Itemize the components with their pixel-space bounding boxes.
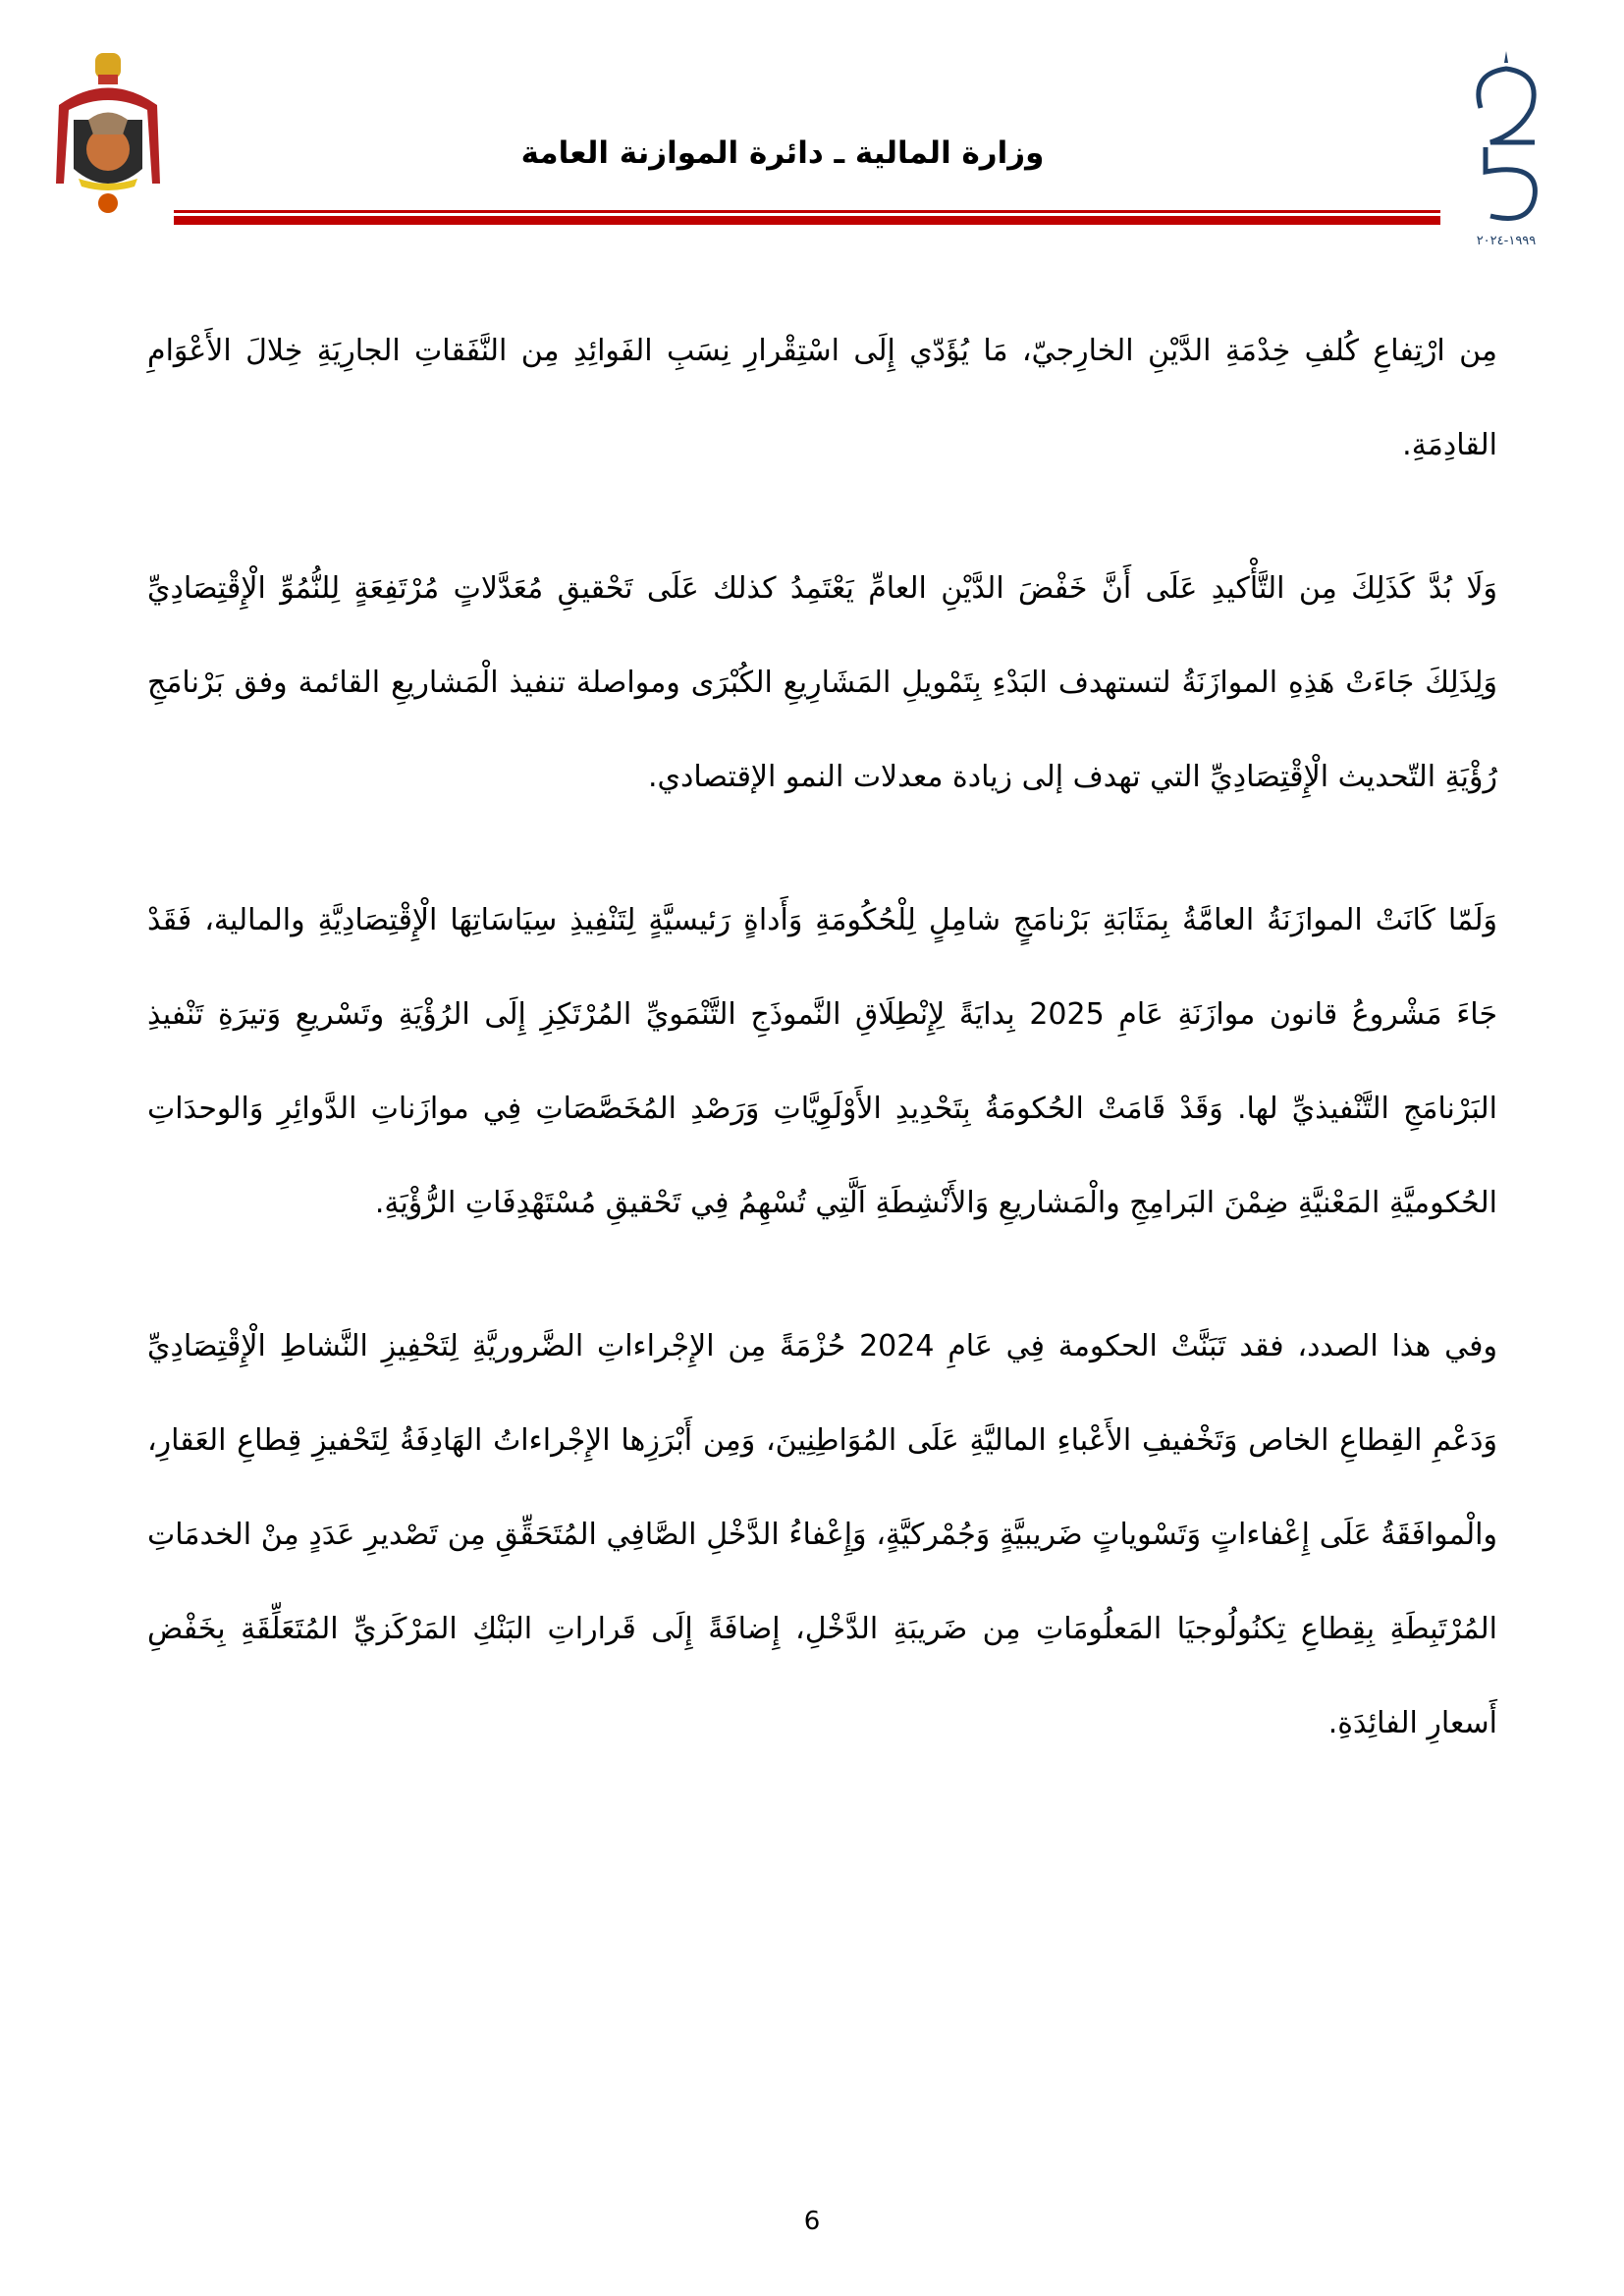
header-title: وزارة المالية ـ دائرة الموازنة العامة <box>520 135 1045 171</box>
page-number: 6 <box>803 2207 821 2236</box>
jubilee-caption: ١٩٩٩-٢٠٢٤ <box>1476 234 1537 248</box>
header-divider-thick <box>174 216 1440 225</box>
paragraph: وَلَمّا كَانَتْ الموازَنَةُ العامَّةُ بِمَثَابَةِ بَرْنامَجٍ شامِلٍ لِلْحُكُومَةِ وَأَداةٍ رَئيسيَّةٍ لِتَنْفِيذِ سِيَاسَاتِهَا الْإِقْتِصَادِيَّةِ والمالية، فَقَدْ جَاءَ مَشْروعُ قانون موازَنَةِ عَامِ 2025 بِدايَةً لِإِنْطِلَاقِ النَّموذَجِ التَّنْمَويِّ المُرْتَكِزِ إِلَى الرُؤْيَةِ وتَسْريعِ وَتيرَةِ تَنْفيذِ البَرْنامَجِ التَّنْفيذيِّ لها. وَقَدْ قَامَتْ الحُكومَةُ بِتَحْدِيدِ الأَوْلَوِيَّاتِ وَرَصْدِ المُخَصَّصَاتِ فِي موازَناتِ الدَّوائِرِ وَالوحدَاتِ الحُكوميَّةِ المَعْنيَّةِ ضِمْنَ البَرامِجِ والْمَشاريعِ وَالأَنْشِطَةِ اَلَّتِي تُسْهِمُ فِي تَحْقيقِ مُسْتَهْدِفَاتِ الرُّؤْيَةِ. <box>147 903 1497 1220</box>
document-body <box>147 304 1497 1820</box>
paragraph: وفي هذا الصدد، فقد تَبَنَّتْ الحكومة فِي عَامِ 2024 حُزْمَةً مِن الإِجْراءاتِ الضَّروريَّةِ لِتَحْفِيزِ النَّشاطِ الْإِقْتِصَادِيِّ وَدَعْمِ القِطاعِ الخاص وَتَخْفيفِ الأَعْباءِ الماليَّةِ عَلَى المُوَاطِنِينَ، وَمِن أَبْرَزِها الإِجْراءاتُ الهَادِفَةُ لِتَحْفيزِ قِطاعِ العَقارِ، والْموافَقَةُ عَلَى إِعْفاءاتٍ وَتَسْوياتٍ ضَريبيَّةٍ وَجُمْركيَّةٍ، وَإِعْفاءُ الدَّخْلِ الصَّافِي المُتَحَقِّقِ مِن تَصْديرِ عَدَدٍ مِنْ الخدمَاتِ المُرْتَبِطَةِ بِقِطاعِ تِكنُولُوجيَا المَعلُومَاتِ مِن ضَريبَةِ الدَّخْلِ، إِضافَةً إِلَى قَراراتِ البَنْكِ المَرْكَزيِّ المُتَعَلِّقَةِ بِخَفْضِ أَسعارِ الفائِدَةِ. <box>147 1329 1497 1740</box>
paragraph: مِن ارْتِفاعِ كُلفِ خِدْمَةِ الدَّيْنِ الخارِجيّ، مَا يُؤَدّي إِلَى اسْتِقْرارِ نِسَبِ الفَوائِدِ مِن النَّفَقاتِ الجارِيَةِ خِلالَ الأَعْوَامِ القادِمَةِ. <box>147 334 1497 462</box>
paragraph: وَلَا بُدَّ كَذَلِكَ مِن التَّأْكيدِ عَلَى أَنَّ خَفْضَ الدَّيْنِ العامِّ يَعْتَمِدُ كذلك عَلَى تَحْقيقِ مُعَدَّلاتٍ مُرْتَفِعَةٍ لِلنُّمُوِّ الْإِقْتِصَادِيِّ وَلِذَلِكَ جَاءَتْ هَذِهِ الموازَنَةُ لتستهدف البَدْءِ بِتَمْويلِ المَشَارِيعِ الكُبْرَى ومواصلة تنفيذ الْمَشاريعِ القائمة وفق بَرْنامَجِ رُؤْيَةِ التّحديث الْإِقْتِصَادِيِّ التي تهدف إلى زيادة معدلات النمو الإقتصادي. <box>147 571 1497 794</box>
header-divider-thin <box>174 210 1440 213</box>
